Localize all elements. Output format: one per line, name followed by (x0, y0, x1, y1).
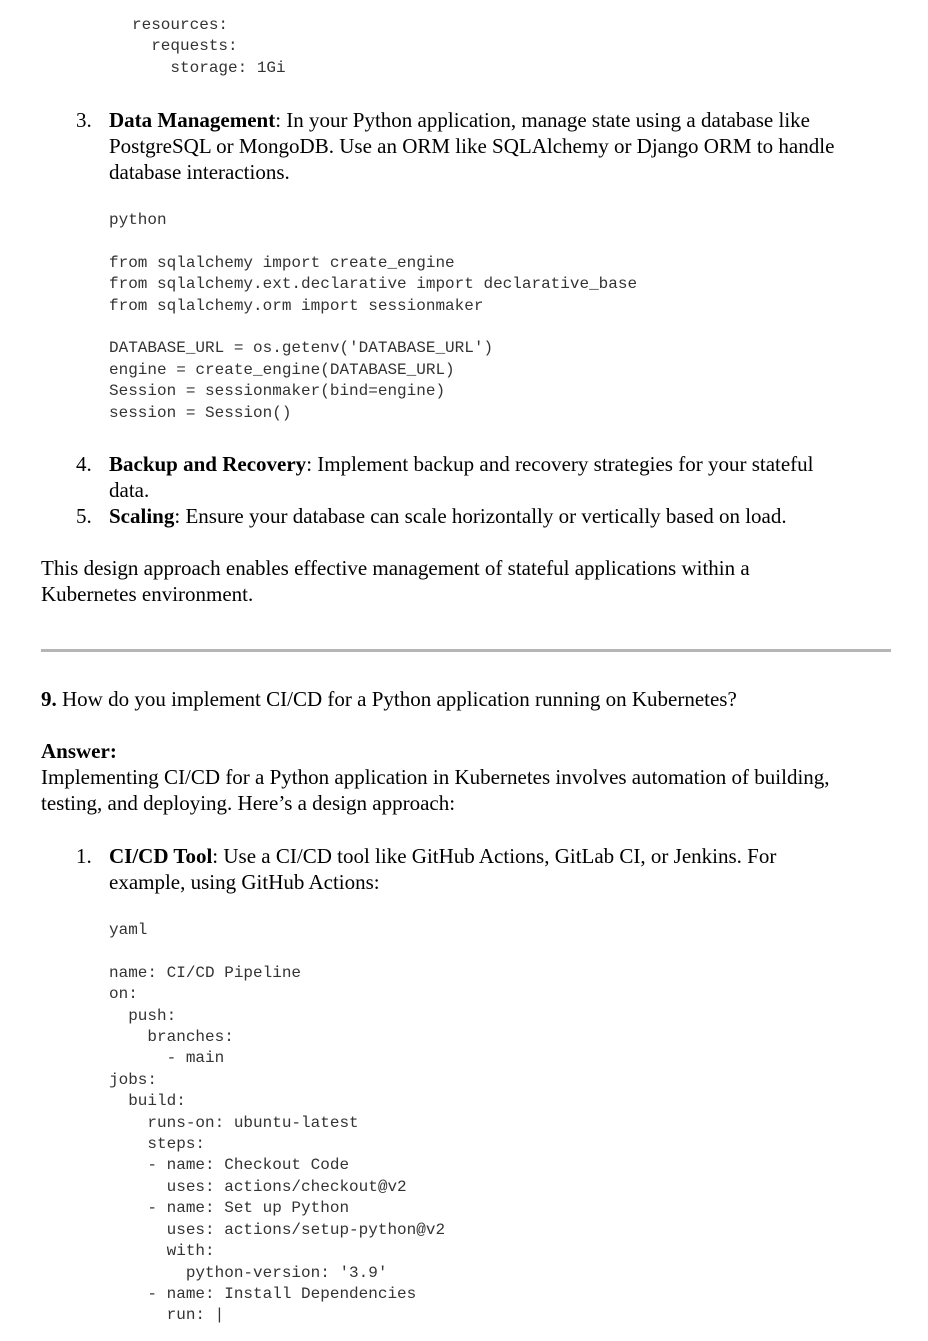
section-divider (41, 649, 891, 652)
item-text: data. (109, 478, 150, 502)
code-line: on: (109, 985, 138, 1004)
code-line: from sqlalchemy import create_engine (109, 253, 455, 272)
code-line: build: (109, 1092, 186, 1111)
list-number: 1. (76, 844, 92, 868)
code-line: resources: (132, 16, 229, 34)
list-item-backup-recovery (109, 451, 909, 503)
question-number: 9. (41, 687, 57, 711)
answer-block (41, 738, 911, 816)
answer-line: testing, and deploying. Here’s a design approach: (41, 791, 456, 815)
code-line: - name: Install Dependencies (109, 1284, 417, 1303)
item-text: : Use a CI/CD tool like GitHub Actions, GitLab CI, or Jenkins. For (212, 844, 777, 868)
code-line: from sqlalchemy.ext.declarative import declarative_base (109, 275, 638, 294)
list-number: 5. (76, 504, 92, 528)
code-line: with: (109, 1242, 215, 1261)
code-line: name: CI/CD Pipeline (109, 963, 302, 982)
item-text: example, using GitHub Actions: (109, 870, 380, 894)
code-line: session = Session() (109, 403, 292, 422)
item-text: PostgreSQL or MongoDB. Use an ORM like SQLAlchemy or Django ORM to handle (109, 134, 835, 158)
paragraph-line: This design approach enables effective management of stateful applications within a (41, 556, 750, 580)
item-title: Backup and Recovery (109, 452, 307, 476)
code-line: python-version: '3.9' (109, 1263, 388, 1282)
code-line: push: (109, 1006, 177, 1025)
code-line: Session = sessionmaker(bind=engine) (109, 382, 446, 401)
item-text: : Implement backup and recovery strategies for your stateful (306, 452, 814, 476)
code-line: - name: Set up Python (109, 1199, 350, 1218)
code-line: uses: actions/setup-python@v2 (109, 1220, 446, 1239)
code-line: run: | (109, 1306, 225, 1325)
code-line: - name: Checkout Code (109, 1156, 350, 1175)
code-block-storage (132, 15, 286, 79)
list-item-cicd-tool (109, 843, 909, 895)
code-line: jobs: (109, 1070, 158, 1089)
list-number: 3. (76, 108, 92, 132)
code-line: - main (109, 1049, 225, 1068)
answer-line: Implementing CI/CD for a Python application in Kubernetes involves automation of building, (41, 765, 830, 789)
list-item-scaling (109, 503, 909, 529)
code-line: runs-on: ubuntu-latest (109, 1113, 359, 1132)
item-text: database interactions. (109, 160, 290, 184)
code-language-label: yaml (109, 921, 148, 939)
item-title: Data Management (109, 108, 276, 132)
item-title: CI/CD Tool (109, 844, 213, 868)
list-number: 4. (76, 452, 92, 476)
code-block-yaml (109, 920, 445, 1327)
question-heading (41, 686, 901, 712)
item-text: : Ensure your database can scale horizontally or vertically based on load. (174, 504, 787, 528)
code-line: storage: 1Gi (132, 58, 286, 77)
list-item-data-management (109, 107, 909, 185)
code-line (109, 317, 637, 338)
code-line: engine = create_engine(DATABASE_URL) (109, 360, 455, 379)
code-block-python (109, 210, 637, 424)
code-line: steps: (109, 1135, 206, 1154)
paragraph-line: Kubernetes environment. (41, 582, 254, 606)
code-language-label: python (109, 211, 167, 229)
code-line: requests: (132, 37, 238, 56)
conclusion-paragraph (41, 555, 901, 607)
answer-label: Answer: (41, 739, 117, 763)
code-line: branches: (109, 1028, 234, 1047)
item-title: Scaling (109, 504, 175, 528)
question-text: How do you implement CI/CD for a Python application running on Kubernetes? (56, 687, 737, 711)
code-line: from sqlalchemy.orm import sessionmaker (109, 296, 484, 315)
item-text: : In your Python application, manage state using a database like (275, 108, 810, 132)
code-line: DATABASE_URL = os.getenv('DATABASE_URL') (109, 339, 494, 358)
code-line: uses: actions/checkout@v2 (109, 1177, 407, 1196)
